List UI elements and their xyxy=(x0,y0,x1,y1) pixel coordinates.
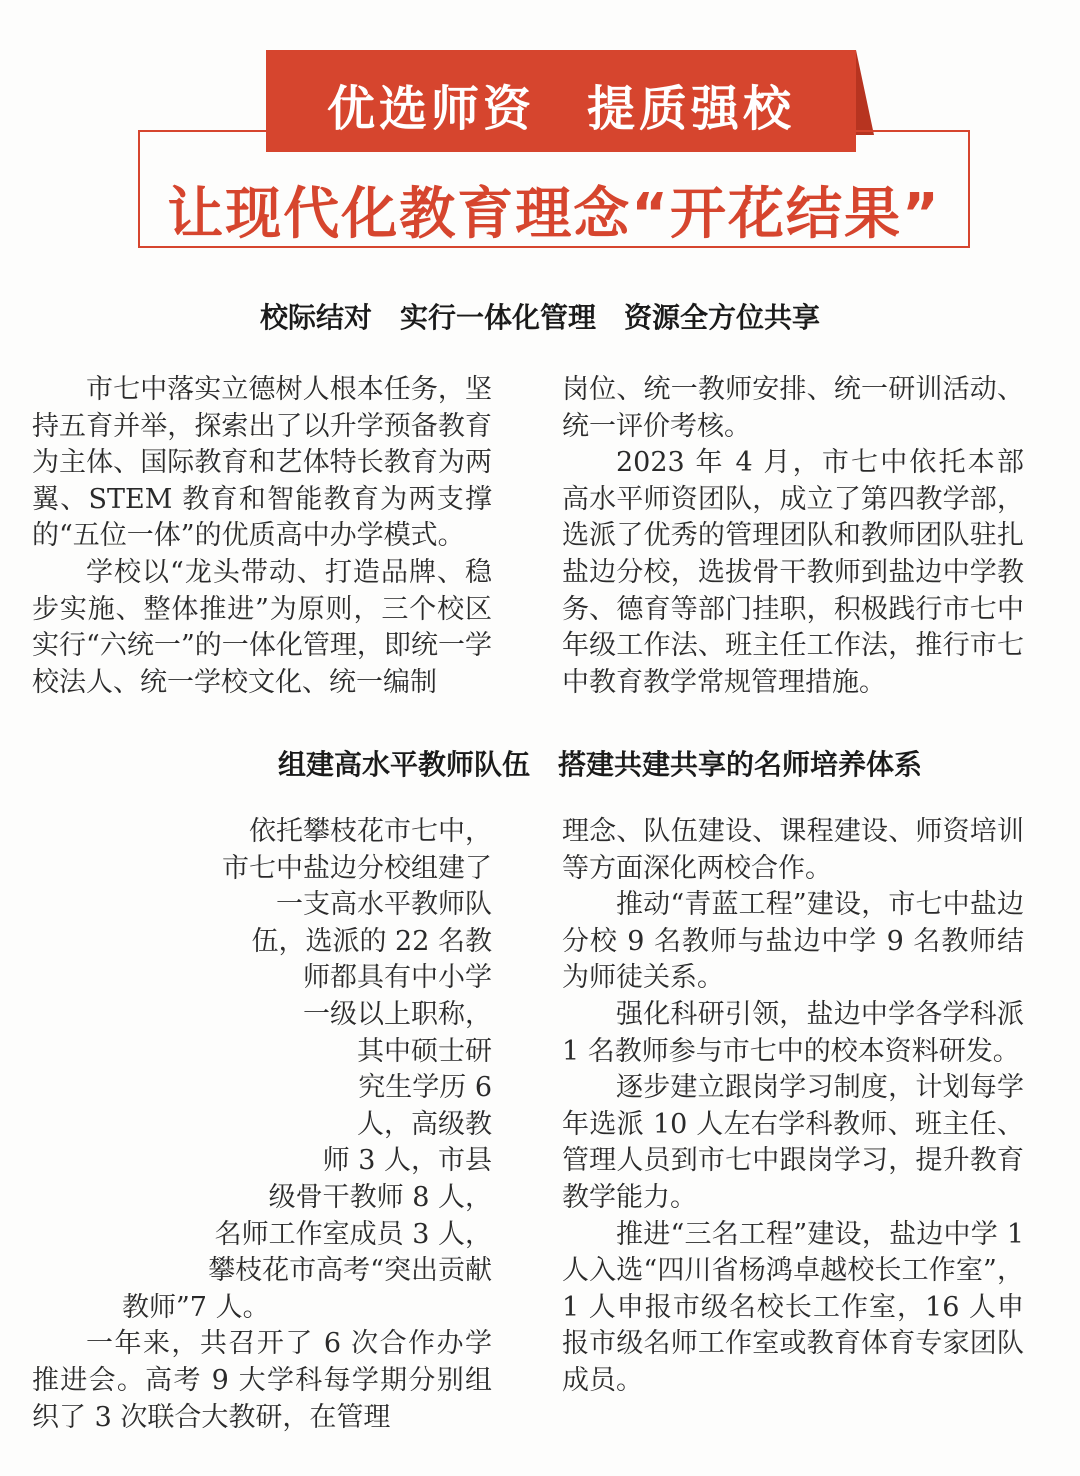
wrapped-line: 师都具有中小学 xyxy=(303,962,492,994)
paragraph: 2023 年 4 月，市七中依托本部高水平师资团队，成立了第四教学部，选派了优秀的管理团队和教师团队驻扎盐边分校，选拔骨干教师到盐边中学教务、德育等部门挂职，积极践行市七中年级工作法、班主任工作法，推行市七中教育教学常规管理措施。 xyxy=(562,447,1024,698)
banner-fold-right xyxy=(856,50,874,135)
paragraph: 强化科研引领，盐边中学各学科派 1 名教师参与市七中的校本资料研发。 xyxy=(562,998,1024,1067)
wrapped-line: 依托攀枝花市七中， xyxy=(249,816,492,847)
paragraph-continuation: 岗位、统一教师安排、统一研训活动、统一评价考核。 xyxy=(562,374,1024,442)
header-banner xyxy=(0,0,1080,270)
wrapped-line: 级骨干教师 8 人， xyxy=(268,1181,492,1213)
section2-right-column xyxy=(562,814,1024,1400)
wrapped-line: 攀枝花市高考“突出贡献 xyxy=(208,1255,492,1287)
main-title: 让现代化教育理念“开花结果” xyxy=(167,182,941,247)
paragraph: 逐步建立跟岗学习制度，计划每学年选派 10 人左右学科教师、班主任、管理人员到市七中跟岗学习，提升教育教学能力。 xyxy=(562,1072,1024,1213)
section2-left-column xyxy=(32,814,492,1436)
wrapped-line: 教师”7 人。 xyxy=(122,1291,270,1323)
wrapped-line: 一级以上职称， xyxy=(303,998,492,1030)
paragraph: 推进“三名工程”建设，盐边中学 1 人入选“四川省杨鸿卓越校长工作室”，1 人申报市级名校长工作室，16 人申报市级名师工作室或教育体育专家团队成员。 xyxy=(562,1218,1024,1396)
paragraph-continuation: 理念、队伍建设、课程建设、师资培训等方面深化两校合作。 xyxy=(562,816,1024,884)
wrapped-line: 究生学历 6 xyxy=(358,1072,492,1104)
wrapped-line: 名师工作室成员 3 人， xyxy=(214,1218,492,1250)
paragraph: 学校以“龙头带动、打造品牌、稳步实施、整体推进”为原则，三个校区实行“六统一”的一体化管理，即统一学校法人、统一学校文化、统一编制 xyxy=(32,556,492,698)
section1-right-column xyxy=(562,372,1024,701)
paragraph: 推动“青蓝工程”建设，市七中盐边分校 9 名教师与盐边中学 9 名教师结为师徒关系。 xyxy=(562,889,1024,994)
section1-heading: 校际结对 实行一体化管理 资源全方位共享 xyxy=(259,301,820,334)
section2-left-paragraph xyxy=(32,1326,492,1436)
wrapped-line: 人，高级教 xyxy=(357,1108,492,1140)
wrapped-line: 伍，选派的 22 名教 xyxy=(251,925,492,957)
wrapped-line: 市七中盐边分校组建了 xyxy=(222,852,492,884)
paragraph: 市七中落实立德树人根本任务，坚持五育并举，探索出了以升学预备教育为主体、国际教育和艺体特长教育为两翼、STEM 教育和智能教育为两支撑的“五位一体”的优质高中办学模式。 xyxy=(32,374,492,552)
section1-left-column xyxy=(32,372,492,701)
paragraph: 一年来，共召开了 6 次合作办学推进会。高考 9 大学科每学期分别组织了 3 次联合大教研，在管理 xyxy=(32,1328,492,1433)
wrapped-line: 师 3 人，市县 xyxy=(322,1145,492,1177)
wrapped-line: 其中硕士研 xyxy=(357,1035,492,1067)
banner-title: 优选师资 提质强校 xyxy=(326,81,795,137)
wrapped-line: 一支高水平教师队 xyxy=(276,889,492,921)
section2-heading: 组建高水平教师队伍 搭建共建共享的名师培养体系 xyxy=(277,748,922,781)
